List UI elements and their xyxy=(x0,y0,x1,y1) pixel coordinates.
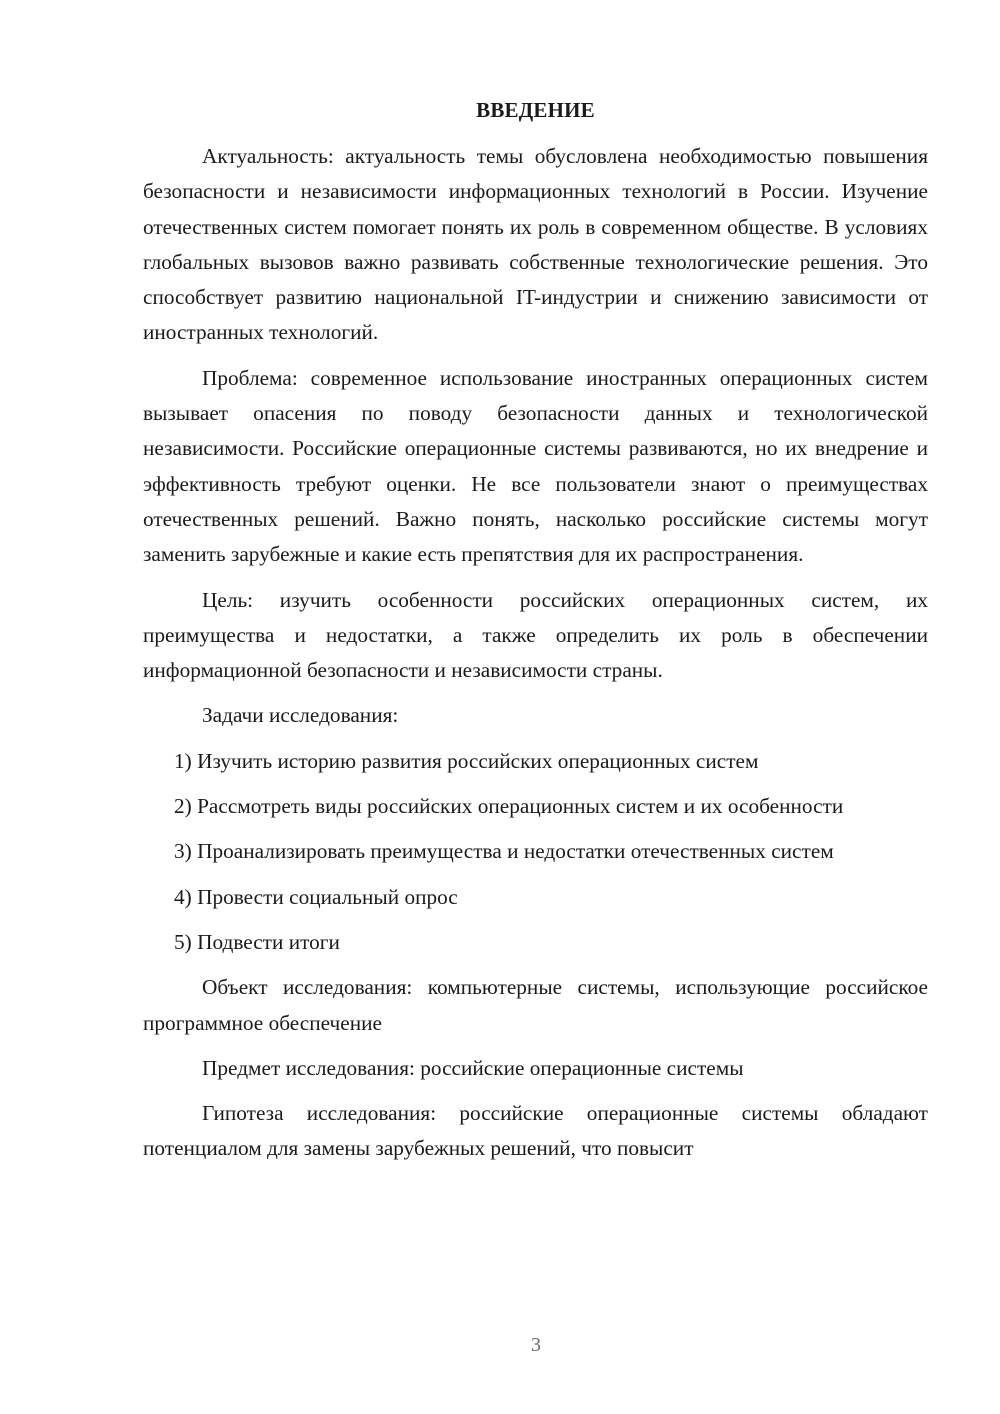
paragraph-hypothesis: Гипотеза исследования: российские операционные системы обладают потенциалом для замены зарубежных решений, что повысит xyxy=(143,1101,928,1161)
task-item: 3) Проанализировать преимущества и недостатки отечественных систем xyxy=(174,839,834,864)
paragraph-actuality: Актуальность: актуальность темы обусловлена необходимостью повышения безопасности и независимости информационных технологий в России. Изучение отечественных систем помогает понять их роль в современном обществе. В условиях глобальных вызовов важно развивать собственные технологические решения. Это способствует развитию национальной IT-индустрии и снижению зависимости от иностранных технологий. xyxy=(143,144,928,345)
tasks-heading: Задачи исследования: xyxy=(202,703,399,728)
page-number: 3 xyxy=(531,1334,541,1356)
paragraph-object: Объект исследования: компьютерные системы, использующие российское программное обеспечение xyxy=(143,975,928,1035)
paragraph-subject: Предмет исследования: российские операционные системы xyxy=(202,1055,744,1080)
task-item: 4) Провести социальный опрос xyxy=(174,884,458,909)
paragraph-goal: Цель: изучить особенности российских операционных систем, их преимущества и недостатки, а также определить их роль в обеспечении информационной безопасности и независимости страны. xyxy=(143,587,928,683)
page-title: ВВЕДЕНИЕ xyxy=(476,98,595,122)
task-item: 2) Рассмотреть виды российских операционных систем и их особенности xyxy=(174,794,844,819)
document-page xyxy=(143,94,928,1167)
task-item: 5) Подвести итоги xyxy=(174,929,340,954)
paragraph-problem: Проблема: современное использование иностранных операционных систем вызывает опасения по поводу безопасности данных и технологической независимости. Российские операционные системы развиваются, но их внедрение и эффективность требуют оценки. Не все пользователи знают о преимуществах отечественных решений. Важно понять, насколько российские системы могут заменить зарубежные и какие есть препятствия для их распространения. xyxy=(143,365,928,567)
task-item: 1) Изучить историю развития российских операционных систем xyxy=(174,748,759,773)
